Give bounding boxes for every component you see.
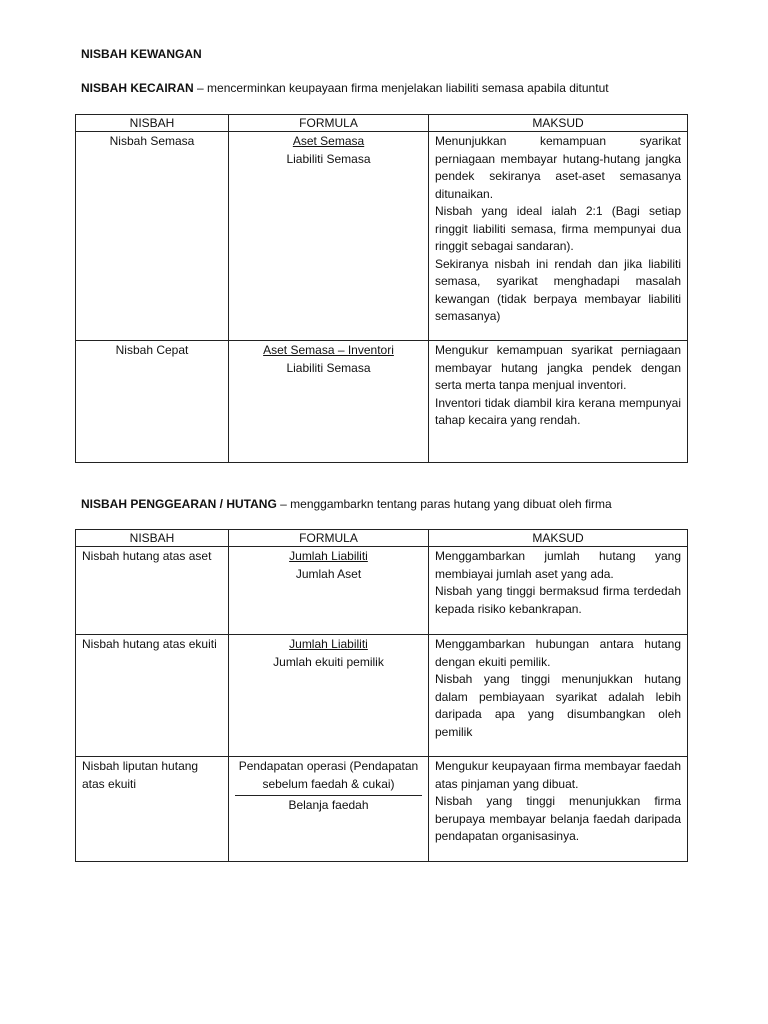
maksud-paragraph: Nisbah yang tinggi menunjukkan firma berupaya membayar belanja faedah daripada pendapatan organisasinya.	[435, 794, 681, 843]
nisbah-cell: Nisbah hutang atas aset	[76, 547, 229, 635]
maksud-cell	[429, 341, 688, 463]
table-row	[76, 635, 688, 757]
formula-numerator: Jumlah Liabiliti	[289, 549, 368, 563]
maksud-paragraph: Nisbah yang tinggi menunjukkan hutang dalam pembiayaan syarikat adalah lebih daripada apa yang disumbangkan oleh pemilik	[435, 672, 681, 739]
section2-heading	[81, 496, 612, 514]
formula-cell	[229, 635, 429, 757]
fraction-line	[235, 795, 422, 796]
maksud-paragraph: Menggambarkan jumlah hutang yang membiayai jumlah aset yang ada.	[435, 549, 681, 581]
section1-title: NISBAH KECAIRAN	[81, 81, 194, 95]
maksud-paragraph: Inventori tidak diambil kira kerana mempunyai tahap kecaira yang rendah.	[435, 395, 681, 427]
column-header-maksud: MAKSUD	[429, 115, 688, 132]
nisbah-cell: Nisbah hutang atas ekuiti	[76, 635, 229, 757]
column-header-maksud: MAKSUD	[429, 530, 688, 547]
column-header-formula: FORMULA	[229, 530, 429, 547]
formula-cell	[229, 132, 429, 341]
section2-table	[75, 529, 688, 862]
table-row	[76, 341, 688, 463]
formula-denominator: Jumlah Aset	[295, 566, 362, 581]
formula-denominator: Liabiliti Semasa	[286, 360, 371, 375]
section1-description: – mencerminkan keupayaan firma menjelakan liabiliti semasa apabila dituntut	[197, 81, 609, 95]
maksud-cell	[429, 757, 688, 862]
maksud-paragraph: Mengukur keupayaan firma membayar faedah atas pinjaman yang dibuat.	[435, 759, 681, 791]
formula-cell	[229, 341, 429, 463]
table-header-row	[76, 530, 688, 547]
page-title: NISBAH KEWANGAN	[81, 47, 202, 61]
formula-numerator: Aset Semasa	[292, 134, 365, 148]
section2-title: NISBAH PENGGEARAN / HUTANG	[81, 497, 277, 511]
maksud-paragraph: Nisbah yang ideal ialah 2:1 (Bagi setiap ringgit liabiliti semasa, firma mempunyai dua ringgit sebagai sandaran).	[435, 204, 681, 253]
column-header-nisbah: NISBAH	[76, 530, 229, 547]
maksud-cell	[429, 132, 688, 341]
maksud-paragraph: Nisbah yang tinggi bermaksud firma terdedah kepada risiko kebankrapan.	[435, 584, 681, 616]
maksud-paragraph: Sekiranya nisbah ini rendah dan jika liabiliti semasa, syarikat menghadapi masalah kewangan (tidak berpaya membayar liabiliti semasanya)	[435, 256, 681, 323]
table-row	[76, 757, 688, 862]
nisbah-cell: Nisbah Semasa	[76, 132, 229, 341]
formula-denominator: Jumlah ekuiti pemilik	[273, 654, 384, 669]
formula-cell	[229, 547, 429, 635]
column-header-formula: FORMULA	[229, 115, 429, 132]
formula-denominator: Belanja faedah	[288, 798, 369, 812]
formula-cell	[229, 757, 429, 862]
maksud-paragraph: Mengukur kemampuan syarikat perniagaan membayar hutang jangka pendek dengan serta merta tanpa menjual inventori.	[435, 343, 681, 392]
nisbah-cell: Nisbah Cepat	[76, 341, 229, 463]
section2-description: – menggambarkn tentang paras hutang yang dibuat oleh firma	[280, 497, 612, 511]
formula-denominator: Liabiliti Semasa	[286, 151, 371, 166]
maksud-cell	[429, 547, 688, 635]
formula-numerator: Pendapatan operasi (Pendapatan sebelum faedah & cukai)	[238, 759, 419, 791]
section1-heading	[81, 80, 609, 98]
nisbah-cell: Nisbah liputan hutang atas ekuiti	[76, 757, 229, 862]
maksud-paragraph: Menunjukkan kemampuan syarikat perniagaan membayar hutang-hutang jangka pendek sekiranya aset-aset semasanya ditunaikan.	[435, 134, 681, 201]
column-header-nisbah: NISBAH	[76, 115, 229, 132]
section1-table	[75, 114, 688, 463]
maksud-paragraph: Menggambarkan hubungan antara hutang dengan ekuiti pemilik.	[435, 637, 681, 669]
maksud-cell	[429, 635, 688, 757]
formula-numerator: Jumlah Liabiliti	[289, 637, 368, 651]
table-row	[76, 132, 688, 341]
table-row	[76, 547, 688, 635]
formula-numerator: Aset Semasa – Inventori	[263, 343, 394, 357]
table-header-row	[76, 115, 688, 132]
